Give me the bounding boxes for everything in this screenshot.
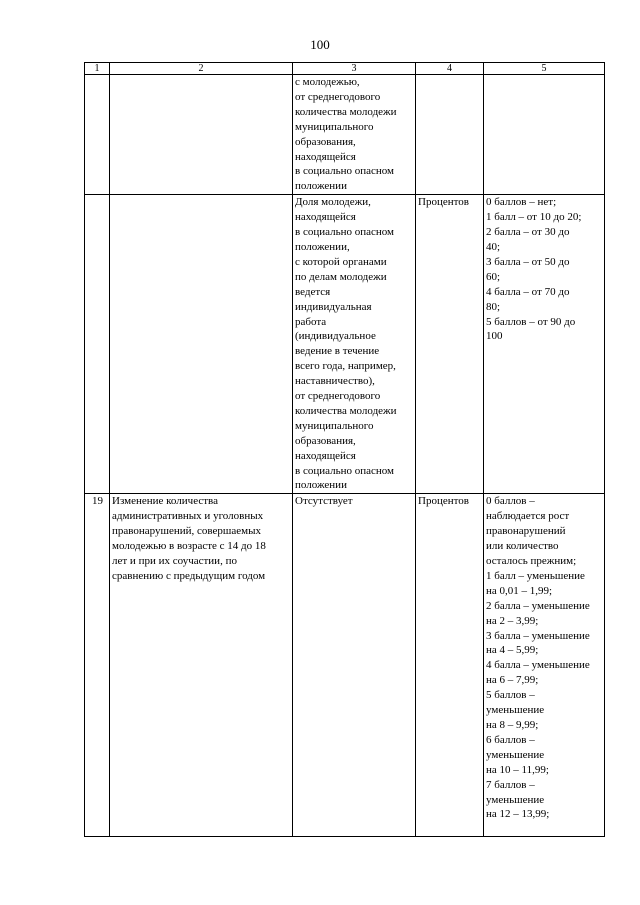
text-line: 7 баллов – xyxy=(486,778,535,791)
text-line: на 10 – 11,99; xyxy=(486,763,549,776)
indicator-cell xyxy=(293,75,416,195)
text-line: наблюдается рост xyxy=(486,510,570,523)
unit-cell: Процентов xyxy=(416,195,484,494)
text-line: на 0,01 – 1,99; xyxy=(486,584,553,597)
text-line: 3 балла – уменьшение xyxy=(486,629,590,642)
text-line: наставничество), xyxy=(295,375,375,388)
text-line: в социально опасном xyxy=(295,226,395,239)
criteria-table xyxy=(84,62,605,837)
text-line: ведение в течение xyxy=(295,345,380,358)
text-line: 0 баллов – xyxy=(486,495,535,508)
text-line: образования, xyxy=(295,434,356,447)
text-line: находящейся xyxy=(295,211,356,224)
unit-cell xyxy=(416,75,484,195)
text-line: сравнению с предыдущим годом xyxy=(112,569,266,582)
text-line: образования, xyxy=(295,135,356,148)
text-line: всего года, например, xyxy=(295,360,396,373)
text-line: по делам молодежи xyxy=(295,270,387,283)
text-line: административных и уголовных xyxy=(112,510,264,523)
column-header: 3 xyxy=(293,63,416,75)
text-line: находящейся xyxy=(295,150,356,163)
column-header: 2 xyxy=(110,63,293,75)
text-line: 80; xyxy=(486,300,501,313)
text-line: на 12 – 13,99; xyxy=(486,808,550,821)
text-line: на 4 – 5,99; xyxy=(486,644,539,657)
text-line: правонарушений, совершаемых xyxy=(112,525,262,538)
text-line: 3 балла – от 50 до xyxy=(486,255,570,268)
text-line: на 2 – 3,99; xyxy=(486,614,539,627)
text-line: на 6 – 7,99; xyxy=(486,674,539,687)
text-line: в социально опасном xyxy=(295,464,395,477)
text-line: уменьшение xyxy=(486,793,545,806)
text-line: с которой органами xyxy=(295,255,387,268)
text-line: осталось прежним; xyxy=(486,555,577,567)
indicator-cell xyxy=(293,195,416,494)
text-line: правонарушений xyxy=(486,525,566,538)
scoring-cell xyxy=(484,195,605,494)
table-row xyxy=(85,494,605,837)
row-number-cell: 19 xyxy=(85,494,110,837)
text-line: муниципального xyxy=(295,120,374,133)
criterion-name-cell xyxy=(110,75,293,195)
text-line: 4 балла – уменьшение xyxy=(486,659,590,672)
table-row xyxy=(85,195,605,494)
text-line: 1 балл – уменьшение xyxy=(486,569,585,582)
row-number-cell xyxy=(85,75,110,195)
text-line: 5 баллов – xyxy=(486,689,535,702)
text-line: находящейся xyxy=(295,449,356,462)
text-line: работа xyxy=(295,315,327,328)
text-line: количества молодежи xyxy=(295,105,397,118)
text-line: от среднегодового xyxy=(295,90,381,103)
text-line: молодежью в возрасте с 14 до 18 xyxy=(112,540,266,553)
text-line: 5 баллов – от 90 до xyxy=(486,315,576,328)
column-header: 1 xyxy=(85,63,110,75)
text-line: 100 xyxy=(486,330,503,343)
criterion-name-cell xyxy=(110,195,293,494)
table-row xyxy=(85,75,605,195)
row-number-cell xyxy=(85,195,110,494)
column-header: 5 xyxy=(484,63,605,75)
text-line: 40; xyxy=(486,240,501,253)
text-line: 2 балла – уменьшение xyxy=(486,599,590,612)
scoring-cell xyxy=(484,75,605,195)
text-line: лет и при их соучастии, по xyxy=(112,555,237,567)
text-line: Доля молодежи, xyxy=(295,196,371,209)
text-line: на 8 – 9,99; xyxy=(486,718,539,731)
text-line: Отсутствует xyxy=(295,495,353,508)
scoring-cell xyxy=(484,494,605,837)
unit-cell: Процентов xyxy=(416,494,484,837)
text-line: положении, xyxy=(295,240,350,253)
column-header: 4 xyxy=(416,63,484,75)
page-number: 100 xyxy=(310,37,330,52)
text-line: 0 баллов – нет; xyxy=(486,196,557,209)
text-line: положении xyxy=(295,479,347,492)
text-line: 60; xyxy=(486,270,501,283)
criterion-name-cell xyxy=(110,494,293,837)
text-line: или количество xyxy=(486,540,559,553)
indicator-cell xyxy=(293,494,416,837)
text-line: 1 балл – от 10 до 20; xyxy=(486,211,582,224)
text-line: уменьшение xyxy=(486,704,545,717)
text-line: 6 баллов – xyxy=(486,733,535,746)
text-line: ведется xyxy=(295,285,331,298)
text-line: с молодежью, xyxy=(295,76,360,88)
text-line: Изменение количества xyxy=(112,495,218,508)
table-header-row xyxy=(85,63,605,75)
text-line: индивидуальная xyxy=(295,300,372,313)
text-line: 4 балла – от 70 до xyxy=(486,285,570,298)
text-line: муниципального xyxy=(295,419,374,432)
text-line: в социально опасном xyxy=(295,165,395,178)
text-line: 2 балла – от 30 до xyxy=(486,226,570,239)
text-line: уменьшение xyxy=(486,748,545,761)
text-line: положении xyxy=(295,180,347,193)
text-line: (индивидуальное xyxy=(295,330,376,343)
text-line: количества молодежи xyxy=(295,404,397,417)
text-line: от среднегодового xyxy=(295,390,381,403)
